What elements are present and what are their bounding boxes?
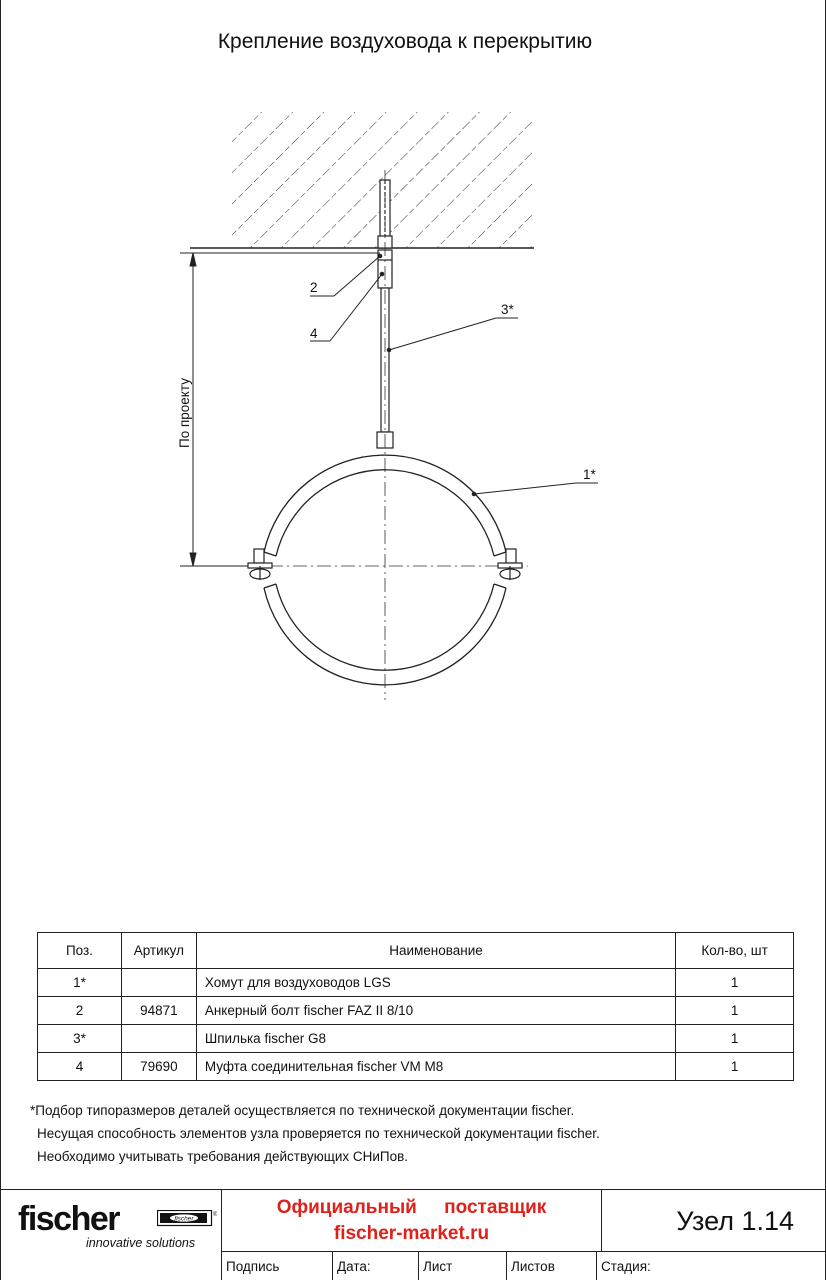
cell-name: Муфта соединительная fischer VM M8 bbox=[196, 1053, 675, 1081]
title-block-bottom-row bbox=[222, 1251, 826, 1280]
header-article: Артикул bbox=[121, 933, 196, 969]
brand-wordmark: fischer bbox=[18, 1200, 119, 1238]
callout-3: 3* bbox=[501, 302, 514, 317]
cell-qty: 1 bbox=[676, 1053, 794, 1081]
callout-2: 2 bbox=[310, 280, 318, 295]
callout-1: 1* bbox=[583, 467, 596, 482]
cell-name: Анкерный болт fischer FAZ II 8/10 bbox=[196, 997, 675, 1025]
node-number: Узел 1.14 bbox=[676, 1206, 794, 1236]
cell-article: 79690 bbox=[121, 1053, 196, 1081]
cell-signature: Подпись bbox=[226, 1259, 280, 1274]
ceiling-slab bbox=[190, 112, 534, 248]
cell-qty: 1 bbox=[676, 969, 794, 997]
supplier-text: Официальный поставщик bbox=[276, 1197, 547, 1218]
cell-date: Дата: bbox=[332, 1252, 418, 1280]
notes bbox=[30, 1099, 600, 1168]
dimension-label: По проекту bbox=[177, 378, 192, 448]
header-name: Наименование bbox=[196, 933, 675, 969]
dimension-line bbox=[180, 253, 380, 566]
supplier-link[interactable]: fischer-market.ru bbox=[333, 1223, 490, 1244]
cell-sheet: Лист bbox=[418, 1252, 506, 1280]
cell-pos: 4 bbox=[38, 1053, 122, 1081]
cell-qty: 1 bbox=[676, 997, 794, 1025]
specification-table bbox=[37, 932, 794, 1081]
cell-stage: Стадия: bbox=[596, 1252, 826, 1280]
cell-pos: 2 bbox=[38, 997, 122, 1025]
note-1: *Подбор типоразмеров деталей осуществляется по технической документации fischer. bbox=[30, 1103, 575, 1118]
registered-mark: ® bbox=[213, 1212, 217, 1218]
table-row bbox=[38, 1053, 794, 1081]
callout-4: 4 bbox=[310, 326, 318, 341]
brand-tagline: innovative solutions bbox=[86, 1236, 196, 1250]
cell-qty: 1 bbox=[676, 1025, 794, 1053]
table-row bbox=[38, 1025, 794, 1053]
brand-logo bbox=[0, 1190, 222, 1280]
brand-mark-icon bbox=[157, 1210, 217, 1230]
table-header-row bbox=[38, 933, 794, 969]
cell-pos: 1* bbox=[38, 969, 122, 997]
cell-article bbox=[121, 969, 196, 997]
table-row bbox=[38, 969, 794, 997]
cell-name: Шпилька fischer G8 bbox=[196, 1025, 675, 1053]
cell-pos: 3* bbox=[38, 1025, 122, 1053]
title-block bbox=[0, 1189, 826, 1280]
cell-article bbox=[121, 1025, 196, 1053]
table-row bbox=[38, 997, 794, 1025]
supplier-box bbox=[222, 1190, 602, 1251]
header-pos: Поз. bbox=[38, 933, 122, 969]
note-3: Необходимо учитывать требования действующих СНиПов. bbox=[37, 1149, 409, 1164]
header-qty: Кол-во, шт bbox=[676, 933, 794, 969]
cell-article: 94871 bbox=[121, 997, 196, 1025]
cell-sheets: Листов bbox=[506, 1252, 596, 1280]
drawing-title: Крепление воздуховода к перекрытию bbox=[217, 30, 593, 53]
brand-mark-text: fischer bbox=[174, 1215, 194, 1223]
cell-name: Хомут для воздуховодов LGS bbox=[196, 969, 675, 997]
note-2: Несущая способность элементов узла проверяется по технической документации fischer. bbox=[37, 1126, 600, 1141]
